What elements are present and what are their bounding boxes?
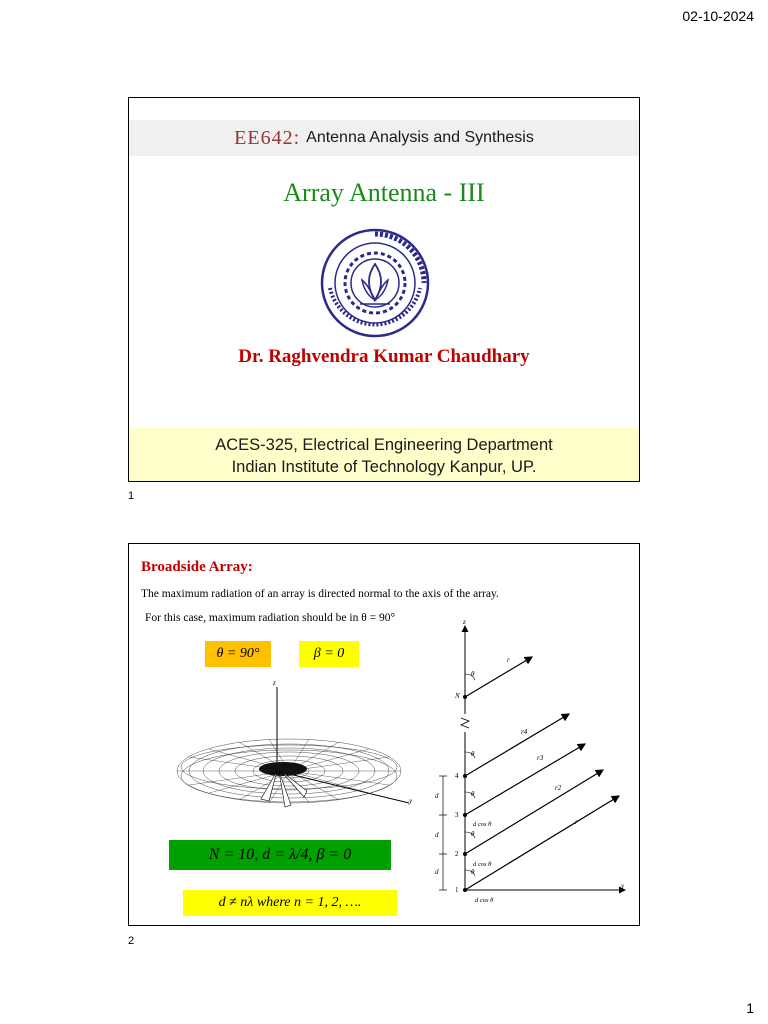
parameters-box: N = 10, d = λ/4, β = 0 bbox=[169, 840, 391, 870]
slide-title: Array Antenna - III bbox=[283, 178, 485, 207]
pattern-y-label: y bbox=[409, 797, 413, 805]
ray-r-label: r bbox=[575, 818, 578, 826]
definition-text: The maximum radiation of an array is directed normal to the axis of the array. bbox=[141, 588, 499, 600]
path-diff-3: d cos θ bbox=[473, 821, 492, 828]
slide-2 bbox=[128, 543, 640, 926]
ray-r3-label: r3 bbox=[537, 754, 544, 762]
array-y-label: y bbox=[621, 882, 625, 890]
theta-label-2: θ bbox=[471, 830, 475, 838]
broadside-radiation-pattern-icon bbox=[169, 679, 419, 839]
element-3-label: 3 bbox=[455, 811, 459, 819]
array-z-label: z bbox=[463, 618, 466, 626]
pattern-z-label: z bbox=[273, 679, 276, 687]
slide-1 bbox=[128, 97, 640, 482]
theta-label-n: θ bbox=[471, 670, 475, 678]
slide-1-number: 1 bbox=[128, 490, 135, 502]
spacing-condition-box: d ≠ nλ where n = 1, 2, …. bbox=[183, 890, 397, 916]
ray-rn-label: r bbox=[507, 656, 510, 664]
affiliation-box bbox=[129, 428, 639, 481]
affiliation-line-1: ACES-325, Electrical Engineering Department bbox=[215, 436, 553, 454]
path-diff-2: d cos θ bbox=[473, 861, 492, 868]
ray-r4-label: r4 bbox=[521, 728, 528, 736]
iit-kanpur-seal-icon bbox=[320, 228, 430, 338]
theta-label-3: θ bbox=[471, 790, 475, 798]
theta-label-1: θ bbox=[471, 868, 475, 876]
ray-r2-label: r2 bbox=[555, 784, 562, 792]
author-name: Dr. Raghvendra Kumar Chaudhary bbox=[238, 346, 530, 367]
element-4-label: 4 bbox=[455, 772, 459, 780]
theta-label-4: θ bbox=[471, 750, 475, 758]
course-banner bbox=[129, 120, 639, 156]
element-1-label: 1 bbox=[455, 886, 459, 894]
element-n-label: N bbox=[455, 692, 460, 700]
affiliation-line-2: Indian Institute of Technology Kanpur, UP. bbox=[231, 458, 537, 476]
page-number: 1 bbox=[746, 1000, 754, 1016]
spacing-d-label-2: d bbox=[435, 831, 439, 839]
spacing-d-label-3: d bbox=[435, 868, 439, 876]
course-name: Antenna Analysis and Synthesis bbox=[306, 129, 534, 146]
slide-2-title: Broadside Array: bbox=[141, 559, 253, 575]
condition-text: For this case, maximum radiation should be in θ = 90° bbox=[145, 612, 396, 624]
element-2-label: 2 bbox=[455, 850, 459, 858]
slide-2-number: 2 bbox=[128, 935, 135, 947]
linear-array-geometry-icon bbox=[429, 614, 634, 914]
spacing-d-label-1: d bbox=[435, 792, 439, 800]
path-diff-1: d cos θ bbox=[475, 897, 494, 904]
course-code: EE642: bbox=[234, 126, 301, 149]
beta-box: β = 0 bbox=[299, 641, 359, 667]
theta-box: θ = 90° bbox=[205, 641, 271, 667]
document-date: 02-10-2024 bbox=[682, 8, 754, 24]
